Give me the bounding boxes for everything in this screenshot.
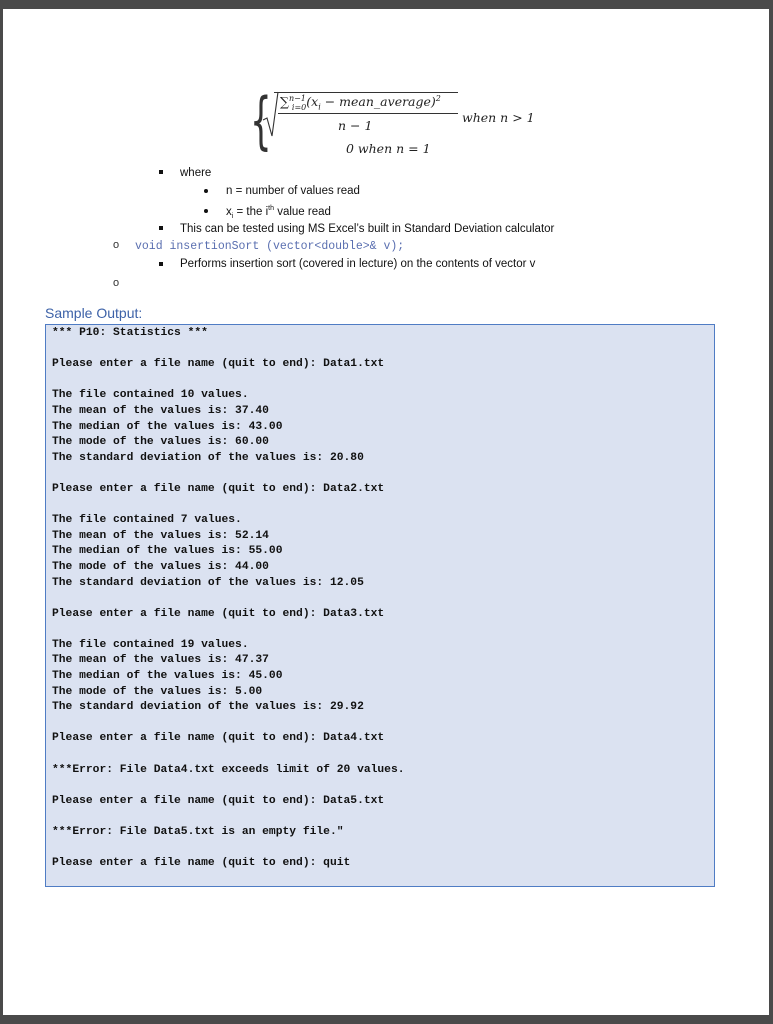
round-bullet	[204, 189, 208, 193]
console-line: The standard deviation of the values is: 20.80	[52, 451, 364, 464]
bullet-excel-note: This can be tested using MS Excel’s built in Standard Deviation calculator	[180, 223, 555, 235]
console-line	[52, 841, 405, 857]
console-line: The mean of the values is: 47.37	[52, 654, 269, 667]
sum-upper: n−1	[288, 94, 306, 103]
console-line: Please enter a file name (quit to end): Data5.txt	[52, 794, 385, 807]
square-bullet	[159, 226, 163, 230]
console-line	[52, 466, 405, 482]
bullet-insertion-desc: Performs insertion sort (covered in lecture) on the contents of vector v	[180, 258, 536, 270]
console-line: Please enter a file name (quit to end): Data2.txt	[52, 482, 385, 495]
radical-sign	[262, 90, 280, 138]
bullet-xi-definition: $x_i$ = the $i^{th}$ value read	[226, 205, 331, 221]
console-line: The file contained 19 values.	[52, 638, 249, 651]
formula-condition: when n > 1	[462, 110, 535, 125]
std-dev-formula	[250, 84, 535, 164]
console-line	[52, 716, 405, 732]
console-line	[52, 622, 405, 638]
radical-bar	[274, 92, 458, 93]
console-line: The standard deviation of the values is: 12.05	[52, 576, 364, 589]
console-line	[52, 747, 405, 763]
console-line: The file contained 10 values.	[52, 389, 249, 402]
console-line: ***Error: File Data4.txt exceeds limit of 20 values.	[52, 763, 405, 776]
console-line: The standard deviation of the values is: 29.92	[52, 701, 364, 714]
square-bullet	[159, 262, 163, 266]
console-line: Please enter a file name (quit to end): quit	[52, 857, 351, 870]
fraction-line	[278, 113, 458, 114]
formula-numerator: $\sum^{n-1}_{i=0}(x_i$ − mean_average)$^2$	[280, 94, 441, 112]
circle-bullet: o	[113, 277, 120, 289]
circle-bullet: o	[113, 239, 120, 251]
console-line	[52, 373, 405, 389]
console-line: The mean of the values is: 37.40	[52, 404, 269, 417]
console-line: Please enter a file name (quit to end): Data3.txt	[52, 607, 385, 620]
bullet-n-definition: n = number of values read	[226, 185, 360, 197]
round-bullet	[204, 209, 208, 213]
sum-lower: i=0	[291, 102, 307, 112]
insertion-sort-signature: void insertionSort (vector<double>& v);	[135, 240, 405, 253]
console-line: Please enter a file name (quit to end): Data4.txt	[52, 732, 385, 745]
console-text	[52, 326, 405, 872]
console-line: The mode of the values is: 60.00	[52, 436, 269, 449]
console-line	[52, 809, 405, 825]
console-line: ***Error: File Data5.txt is an empty file."	[52, 826, 344, 838]
bullet-where: where	[180, 167, 212, 179]
numerator-rest: − mean_average)	[320, 94, 436, 110]
console-line: The mode of the values is: 5.00	[52, 685, 263, 698]
console-line: The mode of the values is: 44.00	[52, 560, 269, 573]
viewer-top-bar	[0, 0, 773, 9]
console-line: The median of the values is: 45.00	[52, 670, 283, 683]
console-line: The file contained 7 values.	[52, 514, 242, 527]
formula-denominator: n − 1	[338, 118, 373, 133]
console-line	[52, 778, 405, 794]
sample-output-console	[45, 324, 715, 887]
viewer-bottom-bar	[0, 1015, 773, 1024]
left-brace: {	[250, 84, 272, 157]
console-line: The median of the values is: 55.00	[52, 545, 283, 558]
console-line: The mean of the values is: 52.14	[52, 529, 269, 542]
formula-zero-case: 0 when n = 1	[346, 141, 431, 156]
console-line	[52, 591, 405, 607]
console-line: *** P10: Statistics ***	[52, 327, 208, 339]
console-line	[52, 342, 405, 358]
console-line	[52, 498, 405, 514]
console-line: Please enter a file name (quit to end): Data1.txt	[52, 358, 385, 371]
console-line: The median of the values is: 43.00	[52, 420, 283, 433]
square-bullet	[159, 170, 163, 174]
numerator-x: (x	[306, 94, 319, 110]
sample-output-heading: Sample Output:	[45, 305, 143, 321]
